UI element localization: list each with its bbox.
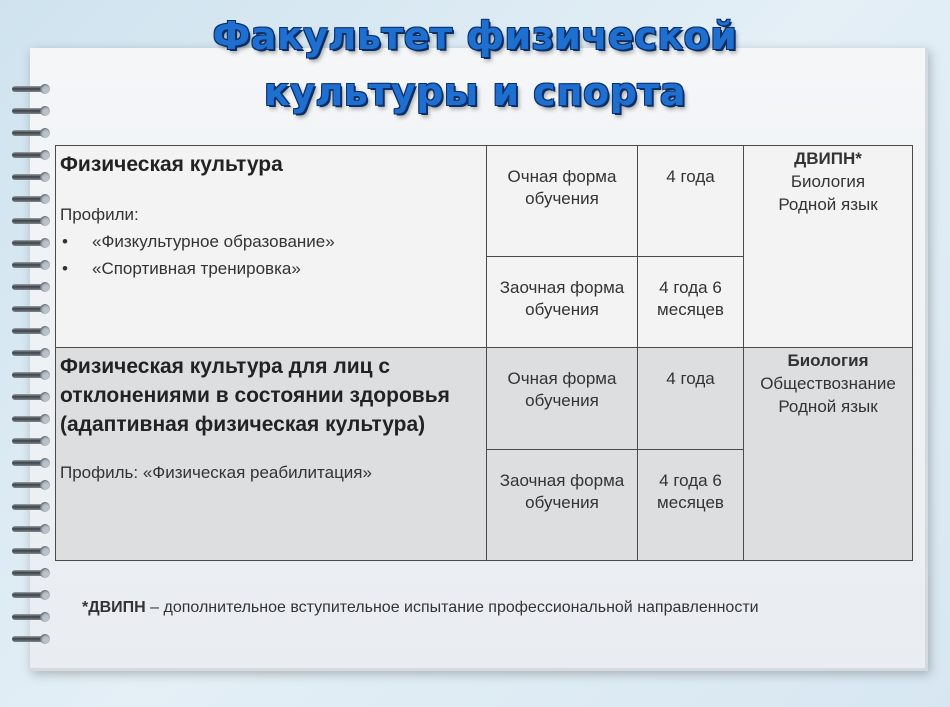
spiral-ring-icon <box>6 196 52 204</box>
page-title-line-1: Факультет физической <box>212 14 738 58</box>
footnote <box>82 596 922 620</box>
duration: 4 года <box>666 369 715 389</box>
spiral-ring-icon <box>6 350 52 358</box>
spiral-ring-icon <box>6 262 52 270</box>
duration-cell <box>638 348 744 449</box>
profiles-label: Профили: <box>60 205 139 224</box>
exam-main: Биология <box>787 351 869 371</box>
table-row <box>56 146 913 257</box>
spiral-ring-icon <box>6 130 52 138</box>
spiral-ring-icon <box>6 460 52 468</box>
spiral-ring-icon <box>6 218 52 226</box>
study-form: Очная форма обучения <box>507 369 617 411</box>
program-cell <box>56 348 487 561</box>
spiral-ring-icon <box>6 526 52 534</box>
duration: 4 года 6 месяцев <box>657 470 724 512</box>
spiral-ring-icon <box>6 636 52 644</box>
duration: 4 года <box>666 167 715 186</box>
exams-cell <box>744 146 913 348</box>
profile-name: «Спортивная тренировка» <box>92 259 301 278</box>
spiral-ring-icon <box>6 592 52 600</box>
study-form: Заочная форма обучения <box>499 470 625 512</box>
study-form-cell <box>487 348 638 449</box>
spiral-ring-icon <box>6 174 52 182</box>
profile-name: «Физкультурное образование» <box>92 232 335 251</box>
programs-table <box>55 145 913 561</box>
page-title-line-2: культуры и спорта <box>263 70 687 114</box>
exam-item: Обществознание <box>760 374 896 394</box>
profiles-list <box>60 228 482 282</box>
spiral-ring-icon <box>6 548 52 556</box>
spiral-ring-icon <box>6 504 52 512</box>
spiral-ring-icon <box>6 328 52 336</box>
spiral-ring-icon <box>6 570 52 578</box>
duration-cell <box>638 257 744 348</box>
program-name: Физическая культура для лиц с отклонениями в состоянии здоровья <box>60 355 450 408</box>
study-form: Заочная форма обучения <box>499 278 625 320</box>
footnote-key: *ДВИПН <box>82 599 146 616</box>
footnote-text: – дополнительное вступительное испытание профессиональной направленности <box>145 599 759 616</box>
spiral-binding <box>6 86 56 656</box>
profile-text: Профиль: «Физическая реабилитация» <box>60 463 372 483</box>
program-cell <box>56 146 487 348</box>
study-form: Очная форма обучения <box>507 167 617 208</box>
spiral-ring-icon <box>6 438 52 446</box>
duration-cell <box>638 146 744 257</box>
exam-item: Биология <box>790 172 866 191</box>
study-form-cell <box>487 257 638 348</box>
duration: 4 года 6 месяцев <box>657 278 724 320</box>
exam-main: ДВИПН* <box>794 149 862 168</box>
spiral-ring-icon <box>6 284 52 292</box>
list-item <box>60 255 482 282</box>
exam-item: Родной язык <box>778 397 878 417</box>
table-row <box>56 348 913 449</box>
spiral-ring-icon <box>6 416 52 424</box>
list-item <box>60 228 482 255</box>
program-name: Физическая культура <box>60 153 283 176</box>
study-form-cell <box>487 449 638 560</box>
spiral-ring-icon <box>6 240 52 248</box>
study-form-cell <box>487 146 638 257</box>
program-subtitle: (адаптивная физическая культура) <box>60 413 426 437</box>
bullet-icon: • <box>62 259 68 278</box>
spiral-ring-icon <box>6 152 52 160</box>
exam-item: Родной язык <box>778 195 878 214</box>
spiral-ring-icon <box>6 306 52 314</box>
bullet-icon: • <box>62 232 68 251</box>
spiral-ring-icon <box>6 372 52 380</box>
spiral-ring-icon <box>6 482 52 490</box>
duration-cell <box>638 449 744 560</box>
spiral-ring-icon <box>6 394 52 402</box>
exams-cell <box>744 348 913 561</box>
spiral-ring-icon <box>6 614 52 622</box>
page-title <box>0 8 950 120</box>
